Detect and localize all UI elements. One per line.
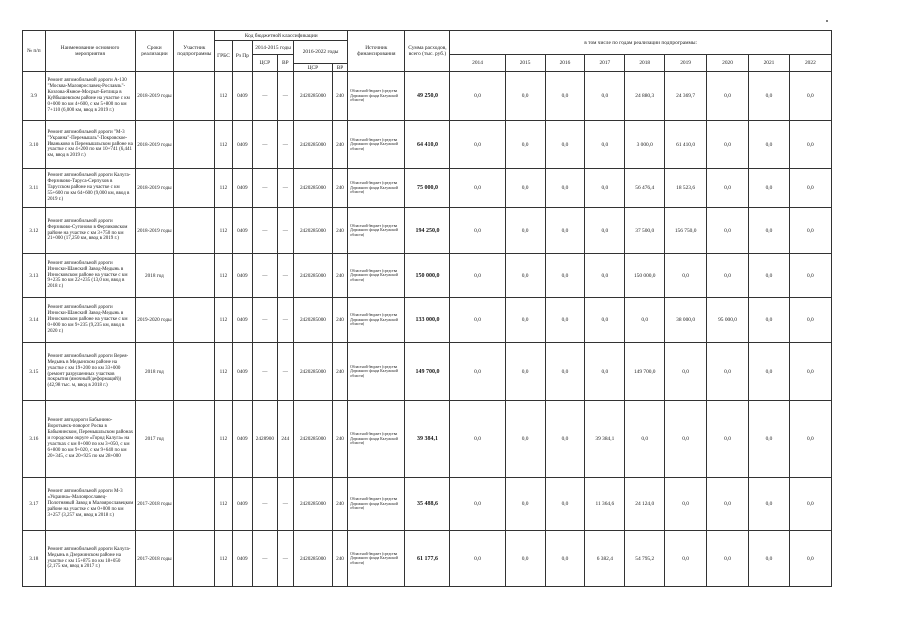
row-year-2020: 0,0 <box>707 208 749 254</box>
row-year-2021: 0,0 <box>749 343 790 401</box>
row-year-2018: 24 124,0 <box>625 478 665 531</box>
row-year-2018: 150 000,0 <box>625 254 665 298</box>
row-year-2016: 0,0 <box>545 401 585 478</box>
row-vr-1415: — <box>277 478 293 531</box>
row-period: 2017 год <box>135 401 174 478</box>
header-year-2016: 2016 <box>545 55 585 72</box>
row-year-2020: 0,0 <box>707 343 749 401</box>
row-name: Ремонт автомобильной дороги Ферзиково-Сугоново в Ферзиковском районе на участке с км 3+750 по км 21+000 (17,250 км, ввод в 2019 г.) <box>45 208 135 254</box>
row-year-2021: 0,0 <box>749 298 790 343</box>
row-year-2014: 0,0 <box>450 478 505 531</box>
row-year-2014: 0,0 <box>450 169 505 208</box>
header-year-2021: 2021 <box>749 55 790 72</box>
header-total: Сумма расходов, всего (тыс. руб.) <box>405 31 450 72</box>
row-source: Областной бюджет (средства Дорожного фонда Калужской области) <box>348 298 405 343</box>
table-row <box>23 531 875 587</box>
row-grbs: 112 <box>215 169 232 208</box>
row-participant <box>174 531 215 587</box>
row-participant <box>174 343 215 401</box>
row-year-2015: 0,0 <box>505 343 545 401</box>
row-csr: 2420285000 <box>293 72 332 121</box>
row-participant <box>174 254 215 298</box>
row-csr-1415: — <box>253 531 278 587</box>
row-num: 3.11 <box>23 169 46 208</box>
row-total: 149 700,0 <box>405 343 450 401</box>
header-source: Источник финансирования <box>348 31 405 72</box>
row-csr: 2420285000 <box>293 121 332 169</box>
row-grbs: 112 <box>215 531 232 587</box>
row-source: Областной бюджет (средства Дорожного фонда Калужской области) <box>348 169 405 208</box>
row-num: 3.9 <box>23 72 46 121</box>
row-year-2017: 0,0 <box>585 121 625 169</box>
header-vr-1415: ВР <box>277 55 293 72</box>
table-row <box>23 478 875 531</box>
row-vr-1415: — <box>277 208 293 254</box>
row-year-2014: 0,0 <box>450 208 505 254</box>
row-year-2015: 0,0 <box>505 298 545 343</box>
row-year-2019: 0,0 <box>665 343 707 401</box>
row-csr-1415: — <box>253 72 278 121</box>
row-year-2015: 0,0 <box>505 401 545 478</box>
row-csr: 2420285000 <box>293 254 332 298</box>
row-year-2019: 156 750,0 <box>665 208 707 254</box>
header-budget-code: Код бюджетной классификации <box>215 31 348 41</box>
row-vr-1415: — <box>277 531 293 587</box>
row-name: Ремонт автомобильной дороги А-130 "Москва-Малоярославец-Рославль"-Козлова-Ямное-Мосрыт-Бетлица в Куйбышевском районе на участке с км 0+000 по км 4+600, с км 5+800 по км 7+110 (6,000 км, ввод в 2019 г.) <box>45 72 135 121</box>
row-period: 2018-2019 годы <box>135 121 174 169</box>
row-year-2022: 0,0 <box>789 298 831 343</box>
row-num: 3.18 <box>23 531 46 587</box>
row-csr-1415: — <box>253 478 278 531</box>
table-row <box>23 72 875 121</box>
header-csr-1415: ЦСР <box>253 55 278 72</box>
header-year-2015: 2015 <box>505 55 545 72</box>
row-year-2019: 24 369,7 <box>665 72 707 121</box>
row-csr-1415: — <box>253 343 278 401</box>
row-csr: 2420285000 <box>293 169 332 208</box>
row-year-2017: 11 364,6 <box>585 478 625 531</box>
row-year-2017: 0,0 <box>585 254 625 298</box>
row-year-2017: 6 382,4 <box>585 531 625 587</box>
row-name: Ремонт автомобильной дороги Калуга-Ферзиково-Таруса-Серпухов в Тарусском районе на участке с км 55+600 по км 64+600 (9,000 км, ввод в 2019 г.) <box>45 169 135 208</box>
row-year-2022: 0,0 <box>789 169 831 208</box>
row-year-2015: 0,0 <box>505 478 545 531</box>
row-csr-1415: — <box>253 169 278 208</box>
row-vr-1415: — <box>277 254 293 298</box>
row-year-2019: 61 410,0 <box>665 121 707 169</box>
row-rzpr: 0409 <box>232 401 252 478</box>
row-year-2015: 0,0 <box>505 121 545 169</box>
row-csr-1415: — <box>253 254 278 298</box>
row-year-2020: 0,0 <box>707 254 749 298</box>
row-year-2016: 0,0 <box>545 72 585 121</box>
header-year-2022: 2022 <box>789 55 831 72</box>
row-rzpr: 0409 <box>232 531 252 587</box>
header-year-2018: 2018 <box>625 55 665 72</box>
row-year-2016: 0,0 <box>545 169 585 208</box>
row-year-2021: 0,0 <box>749 72 790 121</box>
row-year-2022: 0,0 <box>789 208 831 254</box>
row-rzpr: 0409 <box>232 121 252 169</box>
row-vr: 240 <box>332 72 347 121</box>
row-rzpr: 0409 <box>232 254 252 298</box>
row-rzpr: 0409 <box>232 298 252 343</box>
row-year-2017: 0,0 <box>585 72 625 121</box>
row-num: 3.12 <box>23 208 46 254</box>
row-year-2020: 0,0 <box>707 121 749 169</box>
row-year-2019: 0,0 <box>665 254 707 298</box>
table-row <box>23 298 875 343</box>
row-participant <box>174 208 215 254</box>
row-year-2014: 0,0 <box>450 298 505 343</box>
row-year-2016: 0,0 <box>545 298 585 343</box>
row-vr-1415: — <box>277 343 293 401</box>
row-rzpr: 0409 <box>232 169 252 208</box>
row-vr: 240 <box>332 531 347 587</box>
row-year-2022: 0,0 <box>789 343 831 401</box>
row-source: Областной бюджет (средства Дорожного фонда Калужской области) <box>348 121 405 169</box>
row-period: 2018-2019 годы <box>135 72 174 121</box>
row-vr: 240 <box>332 343 347 401</box>
row-year-2014: 0,0 <box>450 531 505 587</box>
row-year-2018: 24 880,3 <box>625 72 665 121</box>
row-total: 49 250,0 <box>405 72 450 121</box>
row-year-2017: 0,0 <box>585 208 625 254</box>
row-year-2022: 0,0 <box>789 478 831 531</box>
row-year-2016: 0,0 <box>545 254 585 298</box>
row-source: Областной бюджет (средства Дорожного фонда Калужской области) <box>348 401 405 478</box>
row-vr: 240 <box>332 121 347 169</box>
header-years-2016-2022: 2016-2022 годы <box>293 41 347 64</box>
row-vr: 240 <box>332 478 347 531</box>
row-num: 3.15 <box>23 343 46 401</box>
row-period: 2017-2018 годы <box>135 531 174 587</box>
table-row <box>23 401 875 478</box>
row-year-2017: 0,0 <box>585 298 625 343</box>
row-total: 150 000,0 <box>405 254 450 298</box>
row-period: 2017-2018 годы <box>135 478 174 531</box>
header-years-2014-2015: 2014-2015 годы <box>253 41 294 55</box>
row-csr: 2420285000 <box>293 531 332 587</box>
row-csr: 2420285000 <box>293 343 332 401</box>
row-year-2020: 0,0 <box>707 478 749 531</box>
row-year-2014: 0,0 <box>450 72 505 121</box>
row-year-2019: 18 523,6 <box>665 169 707 208</box>
row-period: 2018 год <box>135 254 174 298</box>
row-vr-1415: — <box>277 121 293 169</box>
row-rzpr: 0409 <box>232 478 252 531</box>
row-total: 61 177,6 <box>405 531 450 587</box>
row-year-2018: 54 795,2 <box>625 531 665 587</box>
row-csr: 2420285000 <box>293 401 332 478</box>
row-year-2022: 0,0 <box>789 72 831 121</box>
table-row <box>23 254 875 298</box>
row-name: Ремонт автомобильной дороги "М-3 "Украина"-Перемышль"-Покровское-Иваньково в Перемышльском районе на участке с км 4+200 по км 10+741 (6,441 км, ввод в 2019 г.) <box>45 121 135 169</box>
row-source: Областной бюджет (средства Дорожного фонда Калужской области) <box>348 72 405 121</box>
row-vr: 240 <box>332 401 347 478</box>
row-year-2019: 0,0 <box>665 531 707 587</box>
row-year-2015: 0,0 <box>505 169 545 208</box>
row-source: Областной бюджет (средства Дорожного фонда Калужской области) <box>348 254 405 298</box>
row-participant <box>174 298 215 343</box>
row-year-2018: 0,0 <box>625 401 665 478</box>
row-vr-1415: — <box>277 298 293 343</box>
row-year-2022: 0,0 <box>789 121 831 169</box>
row-total: 75 000,0 <box>405 169 450 208</box>
row-total: 194 250,0 <box>405 208 450 254</box>
row-year-2021: 0,0 <box>749 121 790 169</box>
row-csr-1415: — <box>253 298 278 343</box>
row-year-2021: 0,0 <box>749 401 790 478</box>
row-year-2014: 0,0 <box>450 401 505 478</box>
budget-table-sheet <box>22 30 875 587</box>
header-year-2017: 2017 <box>585 55 625 72</box>
row-vr-1415: — <box>277 72 293 121</box>
row-year-2020: 0,0 <box>707 531 749 587</box>
table-row <box>23 121 875 169</box>
row-year-2016: 0,0 <box>545 478 585 531</box>
row-source: Областной бюджет (средства Дорожного фонда Калужской области) <box>348 208 405 254</box>
header-rzpr: Рз Пр <box>232 41 252 72</box>
row-year-2019: 0,0 <box>665 478 707 531</box>
header-by-years: в том числе по годам реализации подпрограммы: <box>450 31 831 55</box>
header-grbs: ГРБС <box>215 41 232 72</box>
row-rzpr: 0409 <box>232 72 252 121</box>
row-year-2021: 0,0 <box>749 254 790 298</box>
table-body <box>23 72 875 587</box>
row-csr-1415: 2428900 <box>253 401 278 478</box>
row-year-2020: 0,0 <box>707 401 749 478</box>
row-year-2018: 56 476,4 <box>625 169 665 208</box>
row-year-2022: 0,0 <box>789 531 831 587</box>
row-grbs: 112 <box>215 298 232 343</box>
row-csr-1415: — <box>253 208 278 254</box>
row-year-2014: 0,0 <box>450 254 505 298</box>
row-year-2017: 0,0 <box>585 343 625 401</box>
row-year-2016: 0,0 <box>545 531 585 587</box>
row-period: 2018 год <box>135 343 174 401</box>
row-name: Ремонт автомобильной дороги Калуга-Медынь в Дзержинском районе на участке с км 15+875 по км 18+050 (2,175 км, ввод в 2017 г.) <box>45 531 135 587</box>
table-header <box>23 31 875 72</box>
header-csr: ЦСР <box>293 64 332 72</box>
row-year-2022: 0,0 <box>789 401 831 478</box>
row-vr-1415: 244 <box>277 401 293 478</box>
row-name: Ремонт автодороги Бабынино-Воротынск-поворот Росва в Бабынинском, Перемышльском районах и городском округе «Город Калуга» на участках с км 0+000 по км 3+050, с км 6+800 по км 9+020, с км 9+640 по км 20+345, с км 20+925 по км 28+000 <box>45 401 135 478</box>
row-csr: 2420285000 <box>293 298 332 343</box>
row-total: 64 410,0 <box>405 121 450 169</box>
row-year-2021: 0,0 <box>749 208 790 254</box>
row-year-2020: 0,0 <box>707 72 749 121</box>
row-name: Ремонт автомобильной дороги Верея-Медынь в Медынском районе на участке с км 19+200 по км 33+000 (ремонт разрушенных участков покрытия (ямочный/деформаций)) (42,98 тыс. м, ввод в 2018 г.) <box>45 343 135 401</box>
table-row <box>23 343 875 401</box>
row-name: Ремонт автомобильной дороги М-3 «Украина»-Малоярославец-Полотняный Завод в Малоярославецком районе на участке с км 0+000 по км 3+257 (3,257 км, ввод в 2018 г.) <box>45 478 135 531</box>
row-vr-1415: — <box>277 169 293 208</box>
row-source: Областной бюджет (средства Дорожного фонда Калужской области) <box>348 343 405 401</box>
row-num: 3.14 <box>23 298 46 343</box>
row-num: 3.13 <box>23 254 46 298</box>
row-num: 3.10 <box>23 121 46 169</box>
row-participant <box>174 169 215 208</box>
row-year-2019: 38 000,0 <box>665 298 707 343</box>
row-total: 133 000,0 <box>405 298 450 343</box>
row-period: 2018-2019 годы <box>135 208 174 254</box>
row-csr-1415: — <box>253 121 278 169</box>
row-year-2017: 0,0 <box>585 169 625 208</box>
header-num: № п/п <box>23 31 46 72</box>
row-source: Областной бюджет (средства Дорожного фонда Калужской области) <box>348 531 405 587</box>
row-rzpr: 0409 <box>232 208 252 254</box>
row-participant <box>174 121 215 169</box>
row-year-2018: 3 000,0 <box>625 121 665 169</box>
row-grbs: 112 <box>215 343 232 401</box>
row-vr: 240 <box>332 208 347 254</box>
row-year-2021: 0,0 <box>749 478 790 531</box>
row-grbs: 112 <box>215 478 232 531</box>
row-period: 2019-2020 годы <box>135 298 174 343</box>
row-vr: 240 <box>332 169 347 208</box>
header-period: Сроки реализации <box>135 31 174 72</box>
scan-speck <box>826 20 828 22</box>
row-num: 3.16 <box>23 401 46 478</box>
row-total: 39 384,1 <box>405 401 450 478</box>
row-year-2017: 39 384,1 <box>585 401 625 478</box>
header-participant: Участник подпрограммы <box>174 31 215 72</box>
row-participant <box>174 478 215 531</box>
table-row <box>23 169 875 208</box>
row-source: Областной бюджет (средства Дорожного фонда Калужской области) <box>348 478 405 531</box>
row-year-2014: 0,0 <box>450 343 505 401</box>
row-year-2019: 0,0 <box>665 401 707 478</box>
row-year-2018: 37 500,0 <box>625 208 665 254</box>
row-total: 35 488,6 <box>405 478 450 531</box>
row-year-2020: 95 000,0 <box>707 298 749 343</box>
row-year-2022: 0,0 <box>789 254 831 298</box>
row-grbs: 112 <box>215 72 232 121</box>
budget-table <box>22 30 875 587</box>
row-grbs: 112 <box>215 121 232 169</box>
row-year-2021: 0,0 <box>749 531 790 587</box>
row-vr: 240 <box>332 298 347 343</box>
row-year-2021: 0,0 <box>749 169 790 208</box>
row-year-2015: 0,0 <box>505 72 545 121</box>
row-year-2018: 0,0 <box>625 298 665 343</box>
row-name: Ремонт автомобильной дороги Износки-Шанский Завод-Медынь в Износковском районе на участке с км 9+235 по км 22+235 (13,0 км, ввод в 2018 г.) <box>45 254 135 298</box>
row-num: 3.17 <box>23 478 46 531</box>
row-year-2016: 0,0 <box>545 208 585 254</box>
row-year-2018: 149 700,0 <box>625 343 665 401</box>
header-year-2019: 2019 <box>665 55 707 72</box>
table-row <box>23 208 875 254</box>
header-year-2020: 2020 <box>707 55 749 72</box>
row-csr: 2420285000 <box>293 478 332 531</box>
header-vr: ВР <box>332 64 347 72</box>
row-year-2016: 0,0 <box>545 121 585 169</box>
row-rzpr: 0409 <box>232 343 252 401</box>
row-participant <box>174 72 215 121</box>
header-year-2014: 2014 <box>450 55 505 72</box>
row-year-2015: 0,0 <box>505 254 545 298</box>
row-year-2015: 0,0 <box>505 208 545 254</box>
row-grbs: 112 <box>215 208 232 254</box>
row-year-2014: 0,0 <box>450 121 505 169</box>
row-year-2020: 0,0 <box>707 169 749 208</box>
row-year-2015: 0,0 <box>505 531 545 587</box>
row-period: 2018-2019 годы <box>135 169 174 208</box>
row-grbs: 112 <box>215 401 232 478</box>
row-participant <box>174 401 215 478</box>
row-name: Ремонт автомобильной дороги Износки-Шанский Завод-Медынь в Износковском районе на участке с км 0+000 по км 9+235 (9,235 км, ввод в 2020 г.) <box>45 298 135 343</box>
row-grbs: 112 <box>215 254 232 298</box>
row-csr: 2420285000 <box>293 208 332 254</box>
header-name: Наименование основного мероприятия <box>45 31 135 72</box>
row-year-2016: 0,0 <box>545 343 585 401</box>
row-vr: 240 <box>332 254 347 298</box>
